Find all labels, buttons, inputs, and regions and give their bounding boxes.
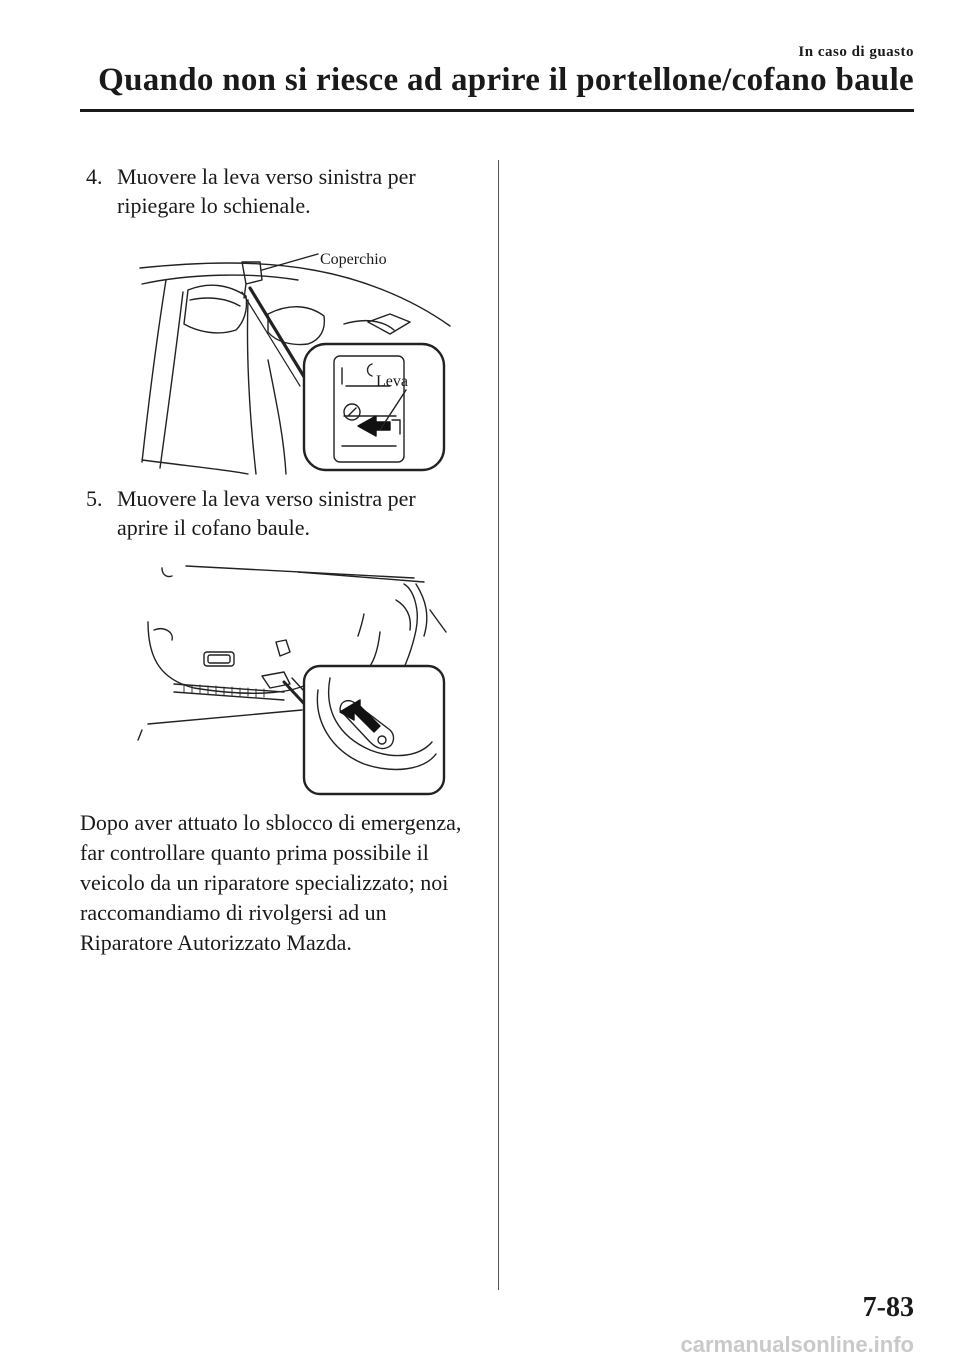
lever-label: Leva (376, 373, 408, 390)
cover-leader-line (262, 254, 318, 270)
closing-paragraph: Dopo aver attuato lo sblocco di emergenza, far controllare quanto prima possibile il veicolo da un riparatore specializzato; noi raccomandiamo di rivolgersi ad un Riparatore Autorizzato Mazda. (80, 810, 462, 955)
step-number: 5. (86, 486, 103, 511)
page-title: Quando non si riesce ad aprire il portellone/cofano baule (98, 62, 914, 98)
header-rule (80, 109, 914, 112)
column-divider (498, 160, 499, 1290)
watermark: carmanualsonline.info (680, 1332, 914, 1357)
step-number: 4. (86, 164, 103, 189)
step-5 (86, 484, 466, 542)
seatback-lever-illustration (128, 240, 458, 476)
section-label: In caso di guasto (798, 44, 914, 60)
page-number: 7-83 (862, 1292, 914, 1323)
step-4 (86, 162, 466, 220)
step-text: Muovere la leva verso sinistra per ripiegare lo schienale. (117, 164, 416, 218)
trunk-release-illustration (134, 560, 450, 800)
cover-label: Coperchio (320, 251, 387, 268)
lever-inset-frame (304, 344, 444, 470)
step-text: Muovere la leva verso sinistra per aprire il cofano baule. (117, 486, 416, 540)
